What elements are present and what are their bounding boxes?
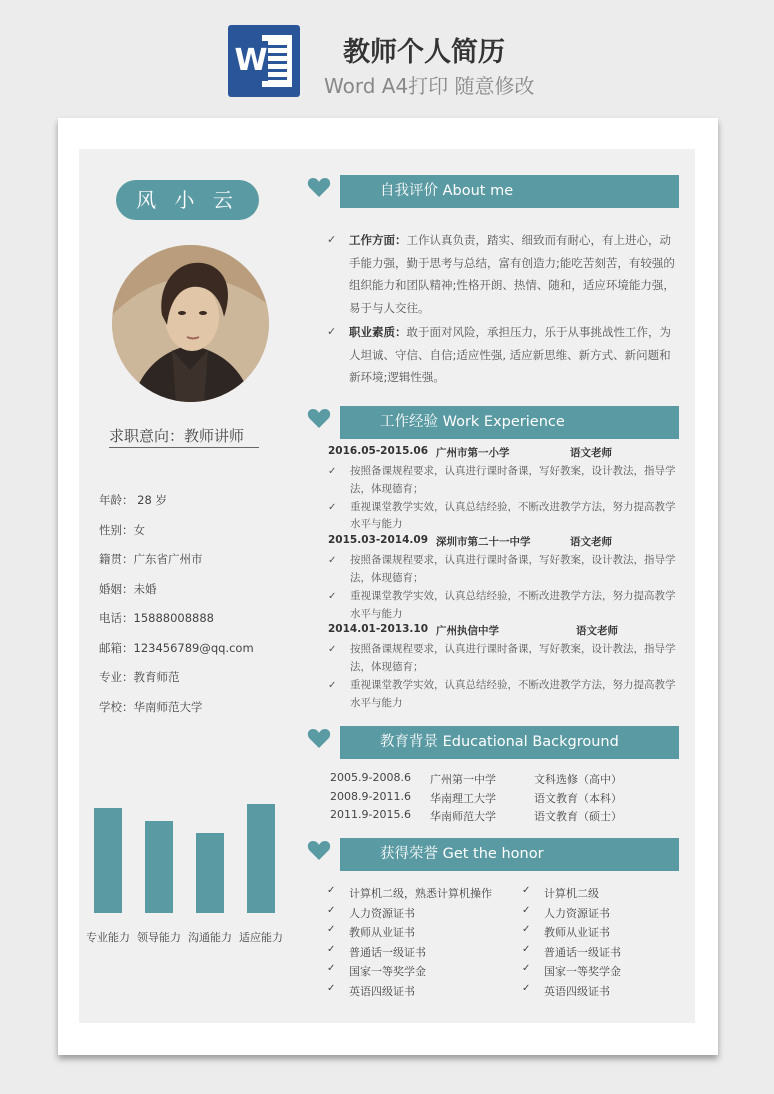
honor-title: 获得荣誉 Get the honor [340,838,679,871]
check-icon: ✓ [328,501,337,513]
honor-item: 教师从业证书 [349,926,415,940]
job-entry [328,623,678,712]
honor-row [327,963,677,983]
honor-item: 普通话一级证书 [544,945,621,959]
job-entry [328,445,678,534]
skills-chart [79,789,299,949]
job-role: 语文老师 [570,447,612,459]
info-school: 学校：华南师范大学 [99,699,203,714]
profile-photo [112,245,269,402]
info-major: 专业：教育师范 [99,670,180,684]
about-title: 自我评价 About me [340,175,679,208]
honor-row [327,944,677,964]
work-list [328,445,678,713]
check-icon: ✓ [522,982,531,994]
check-icon: ✓ [328,679,337,691]
skill-label: 沟通能力 [188,931,232,944]
honor-item: 普通话一级证书 [349,945,426,959]
top-banner [0,0,774,112]
check-icon: ✓ [327,904,336,916]
honor-list [327,885,677,1003]
education-row [330,771,670,790]
check-icon: ✓ [328,644,337,656]
skill-label: 专业能力 [86,931,130,944]
job-duty: 重视课堂教学实效，认真总结经验，不断改进教学方法，努力提高教学水平与能力 [350,500,676,531]
edu-major: 语文教育（硕士） [534,810,622,823]
edu-major: 文科选修（高中） [534,773,622,786]
check-icon: ✓ [327,924,336,936]
job-duty: 按照备课规程要求，认真进行课时备课，写好教案，设计教法，指导学法，体现德育； [350,554,676,584]
skill-bar [145,821,173,913]
banner-title: 教师个人简历 [343,37,505,68]
job-entry [328,534,678,623]
check-icon: ✓ [327,325,337,338]
check-icon: ✓ [327,982,336,994]
honor-row [327,905,677,925]
info-age: 年龄： 28 岁 [99,493,167,507]
personal-info [99,492,289,728]
job-period: 2014.01-2013.10 [328,623,429,636]
education-list [330,771,670,827]
skill-bar [247,804,275,913]
work-title: 工作经验 Work Experience [340,406,679,439]
education-row [330,790,670,809]
edu-period: 2008.9-2011.6 [330,789,411,803]
job-period: 2016.05-2015.06 [328,445,429,457]
honor-header [307,838,679,872]
edu-period: 2005.9-2008.6 [330,771,411,784]
job-duty: 按照备课规程要求，认真进行课时备课，写好教案，设计教法，指导学法，体现德育； [350,643,676,674]
skill-label: 领导能力 [137,931,181,944]
about-item [327,321,677,389]
education-title: 教育背景 Educational Background [340,726,679,759]
honor-item: 计算机二级，熟悉计算机操作 [349,887,492,900]
check-icon: ✓ [328,555,337,567]
job-role: 语文老师 [570,536,612,549]
edu-school: 华南师范大学 [430,810,496,823]
job-company: 深圳市第二十一中学 [436,536,531,549]
honor-item: 人力资源证书 [349,906,415,920]
honor-item: 国家一等奖学金 [349,965,426,979]
about-item [327,229,677,319]
check-icon: ✓ [328,590,337,602]
edu-school: 华南理工大学 [430,791,496,805]
heart-icon [307,727,331,749]
honor-item: 英语四级证书 [349,984,415,998]
edu-period: 2011.9-2015.6 [330,808,411,821]
banner-subtitle: Word A4打印 随意修改 [324,74,535,98]
honor-item: 人力资源证书 [544,906,610,920]
about-item-label: 工作方面： [349,233,407,247]
info-phone: 电话：15888008888 [99,611,214,625]
check-icon: ✓ [328,466,337,477]
job-duty: 重视课堂教学实效，认真总结经验，不断改进教学方法，努力提高教学水平与能力 [350,678,676,709]
name-badge: 风 小 云 [116,180,259,220]
job-period: 2015.03-2014.09 [328,534,429,547]
skill-bar [196,833,224,913]
job-role: 语文老师 [576,625,618,638]
heart-icon [307,176,331,198]
check-icon: ✓ [522,943,531,955]
resume-page [58,118,718,1055]
job-intention: 求职意向：教师讲师 [109,425,259,448]
honor-row [327,983,677,1003]
about-list [327,229,677,391]
honor-item: 英语四级证书 [544,984,610,998]
about-header [307,175,679,209]
check-icon: ✓ [522,904,531,916]
job-company: 广州执信中学 [436,625,499,638]
edu-major: 语文教育（本科） [534,791,622,805]
heart-icon [307,407,331,429]
honor-row [327,885,677,905]
job-duty: 重视课堂教学实效，认真总结经验，不断改进教学方法，努力提高教学水平与能力 [350,589,676,620]
about-item-text: 敢于面对风险，承担压力，乐于从事挑战性工作，为人坦诚、守信、自信;适应性强, 适应新思维、新方式、新问题和新环境;逻辑性强。 [349,325,671,384]
check-icon: ✓ [327,233,337,246]
skill-bar [94,808,122,913]
honor-item: 国家一等奖学金 [544,965,621,979]
edu-school: 广州第一中学 [430,773,496,786]
about-item-label: 职业素质： [349,325,407,339]
about-item-text: 工作认真负责，踏实、细致而有耐心，有上进心，动手能力强，勤于思考与总结，富有创造力;能吃苦刻苦，有较强的组织能力和团队精神;性格开朗、热情、随和，适应环境能力强，易于与人交往。 [349,233,675,315]
honor-row [327,924,677,944]
check-icon: ✓ [327,963,336,975]
info-gender: 性别：女 [99,522,145,537]
skill-label: 适应能力 [239,931,283,944]
honor-item: 计算机二级 [544,887,599,900]
resume-body [79,149,695,1023]
word-logo-letter: W [234,41,268,81]
education-row [330,808,670,827]
heart-icon [307,839,331,861]
word-logo-icon [228,25,300,97]
check-icon: ✓ [522,963,531,975]
education-header [307,726,679,760]
check-icon: ✓ [327,943,336,955]
honor-item: 教师从业证书 [544,926,610,940]
job-company: 广州市第一小学 [436,447,510,459]
info-email: 邮箱：123456789@qq.com [99,640,254,655]
info-marital: 婚姻：未婚 [99,581,157,596]
info-hometown: 籍贯：广东省广州市 [99,552,203,566]
check-icon: ✓ [522,924,531,936]
check-icon: ✓ [522,885,531,896]
job-duty: 按照备课规程要求，认真进行课时备课，写好教案，设计教法，指导学法，体现德育； [350,465,676,495]
work-header [307,406,679,440]
check-icon: ✓ [327,885,336,896]
